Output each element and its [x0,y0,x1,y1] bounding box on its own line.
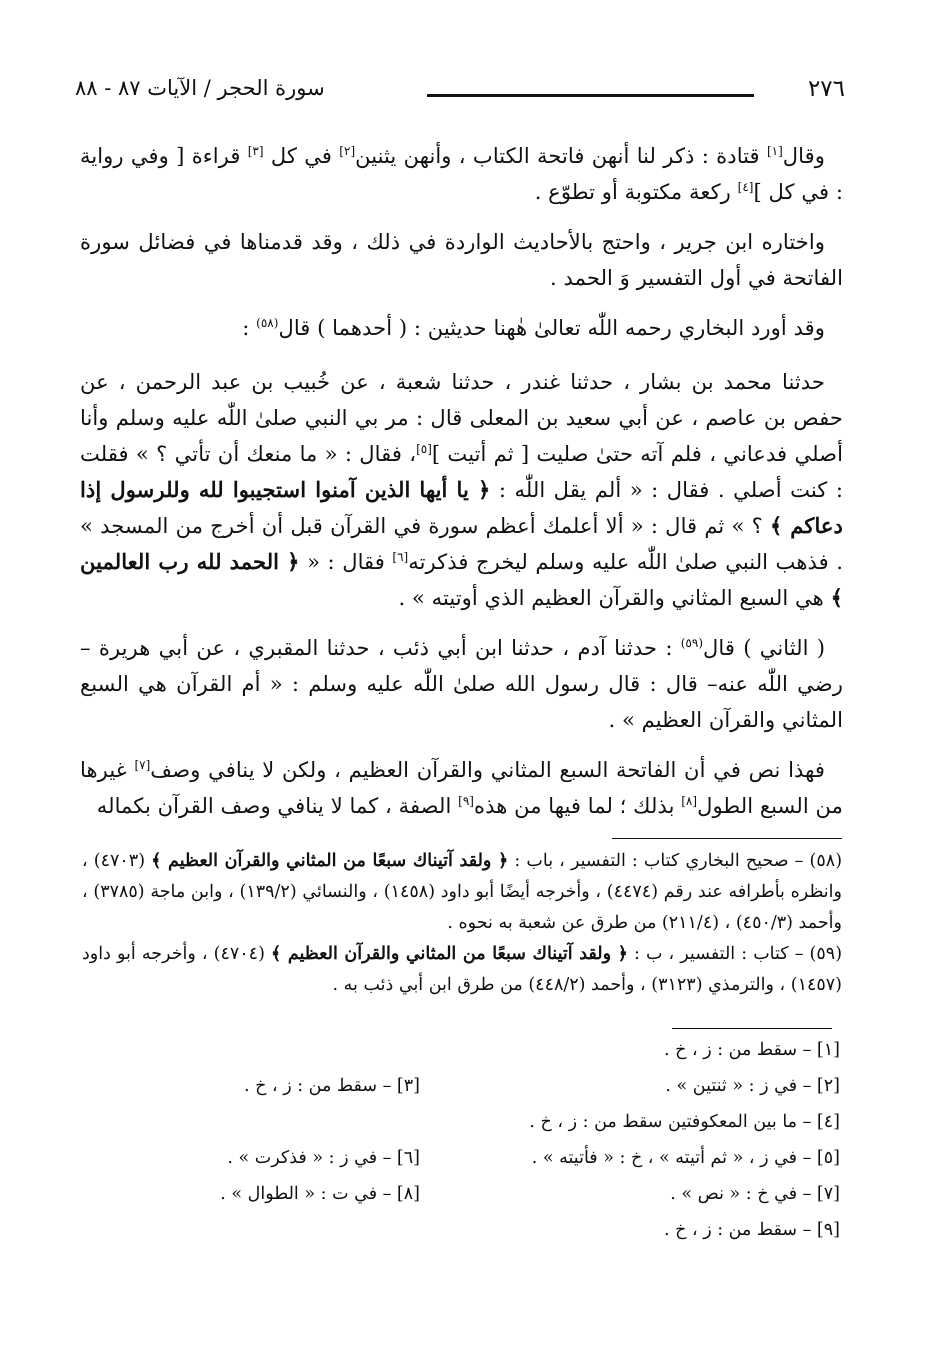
variant-row [80,1076,840,1110]
variant-note: [٦] – في ز : « فذكرت » . [227,1148,420,1168]
header-rule [427,94,754,97]
variant-row [80,1184,840,1218]
page-header [75,70,845,110]
variant-note: [٥] – في ز ، « ثم أتيته » ، خ : « فأتيته » . [531,1148,840,1168]
main-text [80,138,843,838]
quran-verse: ﴿ الحمد لله رب العالمين ﴾ [80,549,843,610]
paragraph-5-hadith: ( الثاني ) قال$^{(٥٩)}$ : حدثنا آدم ، حدثنا ابن أبي ذئب ، حدثنا المقبري ، عن أبي هريرة –رضي اللّٰه عنه– قال : قال رسول الله صلىٰ اللّٰه عليه وسلم : « أم القرآن هي السبع المثاني والقرآن العظيم » . [80,635,843,732]
page-number: ٢٧٦ [807,76,845,102]
variant-row [80,1040,840,1074]
variants-rule [672,1028,832,1029]
variant-note: [٣] – سقط من : ز ، خ . [244,1076,420,1096]
footnote-58: (٥٨) – صحيح البخاري كتاب : التفسير ، باب : ﴿ ولقد آتيناك سبعًا من المثاني والقرآن العظيم ﴾ (٤٧٠٣) ، وانظره بأطرافه عند رقم (٤٤٧٤) ، وأخرجه أيضًا أبو داود (١٤٥٨) ، والنسائي (١٣٩/٢) ، وابن ماجة (٣٧٨٥) ، وأحمد (٤٥٠/٣) ، (٢١١/٤) من طرق عن شعبة به نحوه . [82,851,843,933]
variant-note: [١] – سقط من : ز ، خ . [664,1040,840,1060]
paragraph-1: وقال[١] قتادة : ذكر لنا أنهن فاتحة الكتاب ، وأنهن يثنين[٢] في كل [٣] قراءة [ وفي رواية : في كل ][٤] ركعة مكتوبة أو تطوّع . [80,143,843,204]
variant-row [80,1220,840,1254]
variant-note: [٧] – في خ : « نص » . [670,1184,840,1204]
manuscript-variants [80,1040,840,1270]
paragraph-4-hadith: حدثنا محمد بن بشار ، حدثنا غندر ، حدثنا شعبة ، عن خُبيب بن عبد الرحمن ، عن حفص بن عاصم ، عن أبي سعيد بن المعلى قال : مر بي النبي صلىٰ اللّٰه عليه وسلم وأنا أصلي فدعاني ، فلم آته حتىٰ صليت [ ثم أتيت ][٥]، فقال : « ما منعك أن تأتي ؟ » فقلت : كنت أصلي . فقال : « ألم يقل اللّٰه : ﴿ يا أيها الذين آمنوا استجيبوا لله وللرسول إذا دعاكم ﴾ ؟ » ثم قال : « ألا أعلمك أعظم سورة في القرآن قبل أن أخرج من المسجد » . فذهب النبي صلىٰ اللّٰه عليه وسلم ليخرج فذكرته[٦] فقال : « ﴿ الحمد لله رب العالمين ﴾ هي السبع المثاني والقرآن العظيم الذي أوتيته » . [80,369,843,610]
footnotes [82,846,842,1001]
running-title: سورة الحجر / الآيات ٨٧ - ٨٨ [75,76,325,100]
paragraph-2: واختاره ابن جرير ، واحتج بالأحاديث الواردة في ذلك ، وقد قدمناها في فضائل سورة الفاتحة في أول التفسير وَ الحمد . [80,229,843,290]
variant-note: [٩] – سقط من : ز ، خ . [664,1220,840,1240]
footnote-rule [612,838,842,839]
variant-note: [٨] – في ت : « الطوال » . [220,1184,420,1204]
paragraph-6: فهذا نص في أن الفاتحة السبع المثاني والقرآن العظيم ، ولكن لا ينافي وصف[٧] غيرها من السبع الطول[٨] بذلك ؛ لما فيها من هذه[٩] الصفة ، كما لا ينافي وصف القرآن بكماله [80,757,843,818]
footnote-59: (٥٩) – كتاب : التفسير ، ب : ﴿ ولقد آتيناك سبعًا من المثاني والقرآن العظيم ﴾ (٤٧٠٤) ، وأخرجه أبو داود (١٤٥٧) ، والترمذي (٣١٢٣) ، وأحمد (٤٤٨/٢) من طرق ابن أبي ذئب به . [82,944,843,995]
variant-row [80,1148,840,1182]
quran-verse: ﴿ يا أيها الذين آمنوا استجيبوا لله وللرسول إذا دعاكم ﴾ [80,477,843,538]
variant-note: [٢] – في ز : « ثنتين » . [665,1076,840,1096]
paragraph-3: وقد أورد البخاري رحمه اللّٰه تعالىٰ هٰهنا حديثين : ( أحدهما ) قال$^{(٥٨)}$ : [242,315,825,340]
variant-row [80,1112,840,1146]
variant-note: [٤] – ما بين المعكوفتين سقط من : ز ، خ . [529,1112,840,1132]
